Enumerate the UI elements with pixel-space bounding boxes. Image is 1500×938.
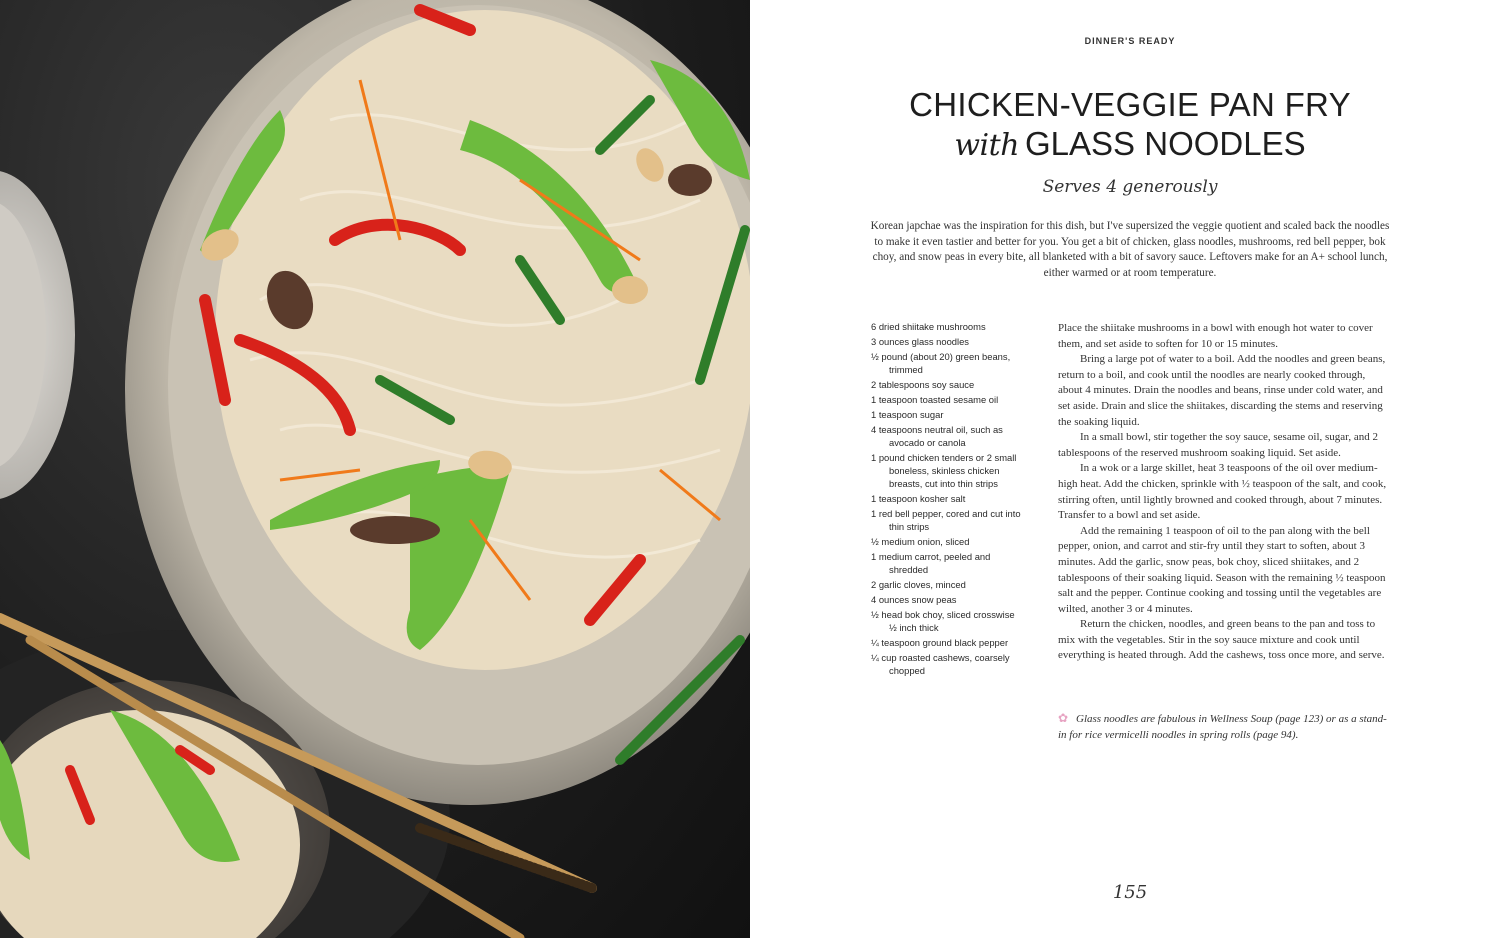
ingredient-item: 4 ounces snow peas: [871, 594, 957, 605]
ingredient-item: 1 pound chicken tenders or 2 small boneless, skinless chicken breasts, cut into thin strips: [871, 452, 1017, 489]
method-step: Return the chicken, noodles, and green beans to the pan and toss to mix with the vegetables. Stir in the soy sauce mixture and cook until everything is heated through. Add the cashews, toss once more, and serve.: [1058, 618, 1385, 662]
recipe-tip: [1058, 711, 1390, 743]
method-steps: [1058, 321, 1390, 664]
ingredient-item: 1 teaspoon sugar: [871, 409, 944, 420]
ingredient-item: 1 medium carrot, peeled and shredded: [871, 551, 991, 575]
recipe-page: [750, 0, 1500, 938]
ingredient-item: 6 dried shiitake mushrooms: [871, 321, 986, 332]
serves-note: Serves 4 generously: [1042, 177, 1218, 197]
recipe-title-with: with: [954, 128, 1020, 163]
ingredient-item: ¼ teaspoon ground black pepper: [871, 637, 1009, 648]
method-step: Add the remaining 1 teaspoon of oil to the pan along with the bell pepper, onion, and carrot and stir-fry until they start to soften, about 3 minutes. Add the garlic, snow peas, bok choy, sliced shiitakes, and 2 tablespoons of their soaking liquid. Season with the remaining ½ teaspoon salt and the pepper. Continue cooking and tossing until the vegetables are wilted, another 3 or 4 minutes.: [1058, 524, 1386, 615]
ingredient-item: ¼ cup roasted cashews, coarsely chopped: [871, 652, 1010, 676]
page-number: 155: [1112, 882, 1148, 903]
ingredient-item: ½ head bok choy, sliced crosswise ½ inch thick: [871, 609, 1015, 633]
ingredient-item: 4 teaspoons neutral oil, such as avocado or canola: [871, 424, 1003, 448]
ingredient-item: 3 ounces glass noodles: [871, 336, 969, 347]
ingredient-item: 1 red bell pepper, cored and cut into thin strips: [871, 508, 1021, 532]
method-step: In a small bowl, stir together the soy sauce, sesame oil, sugar, and 2 tablespoons of the reserved mushroom soaking liquid. Set aside.: [1058, 431, 1379, 459]
ingredient-item: ½ pound (about 20) green beans, trimmed: [871, 351, 1011, 375]
recipe-title-glass-noodles: GLASS NOODLES: [1025, 125, 1306, 162]
recipe-title-line2: [750, 125, 1500, 163]
method-step: In a wok or a large skillet, heat 3 teaspoons of the oil over medium-high heat. Add the chicken, sprinkle with ½ teaspoon of the salt, and cook, stirring often, until lightly browned and cooked through, about 7 minutes. Transfer to a bowl and set aside.: [1058, 462, 1387, 522]
tip-text: Glass noodles are fabulous in Wellness Soup (page 123) or as a stand-in for rice vermicelli noodles in spring rolls (page 94).: [1058, 713, 1387, 741]
flower-icon: ✿: [1058, 711, 1069, 725]
running-head: DINNER'S READY: [1084, 36, 1176, 46]
method-step: Bring a large pot of water to a boil. Add the noodles and green beans, return to a boil, and cook until the noodles are nearly cooked through, about 4 minutes. Drain the noodles and beans, rinse under cold water, and set aside. Drain and slice the shiitakes, discarding the stems and reserving the soaking liquid.: [1058, 353, 1386, 428]
glass-noodles: [215, 10, 750, 670]
ingredient-item: 1 teaspoon toasted sesame oil: [871, 394, 999, 405]
ingredient-item: 1 teaspoon kosher salt: [871, 493, 966, 504]
method-step: Place the shiitake mushrooms in a bowl with enough hot water to cover them, and set aside to soften for 10 or 15 minutes.: [1058, 322, 1373, 350]
ingredient-item: 2 garlic cloves, minced: [871, 579, 966, 590]
recipe-title-line1: CHICKEN-VEGGIE PAN FRY: [909, 86, 1351, 123]
ingredient-list: [871, 320, 1021, 679]
ingredient-item: ½ medium onion, sliced: [871, 536, 970, 547]
ingredient-item: 2 tablespoons soy sauce: [871, 379, 975, 390]
recipe-intro: Korean japchae was the inspiration for this dish, but I've supersized the veggie quotient and scaled back the noodles to make it even tastier and better for you. You get a bit of chicken, glass noodles, mushrooms, red bell pepper, bok choy, and snow peas in every bite, all blanketed with a bit of savory sauce. Leftovers make for an A+ school lunch, either warmed or at room temperature.: [870, 220, 1390, 279]
